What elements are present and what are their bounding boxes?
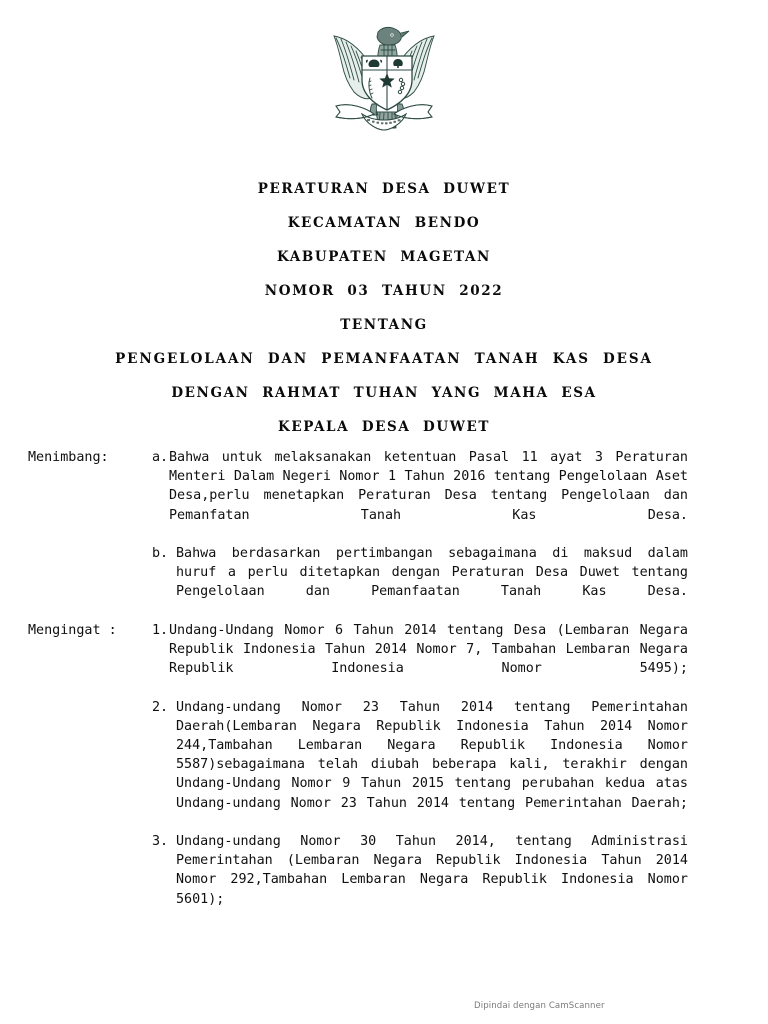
list-item (152, 621, 688, 698)
clause-mengingat (28, 621, 688, 928)
list-item (152, 698, 688, 832)
item-marker: 3. (152, 834, 169, 850)
item-marker: 1. (152, 622, 169, 638)
heading-kepala-desa: KEPALA DESA DUWET (277, 419, 491, 435)
item-text: Undang-Undang Nomor 6 Tahun 2014 tentang Desa (Lembaran Negara Republik Indonesia Tahun 2014 Nomor 7, Tambahan Lembaran Negara Republik Indonesia Nomor 5495); (169, 622, 688, 677)
list-item (152, 448, 688, 544)
item-marker: a. (152, 450, 169, 465)
item-marker: b. (152, 546, 169, 562)
item-text: Undang-undang Nomor 30 Tahun 2014, tentang Administrasi Pemerintahan (Lembaran Negara Republik Indonesia Tahun 2014 Nomor 292,Tambahan Lembaran Negara Republik Indonesia Nomor 5601); (176, 834, 688, 907)
item-marker: 2. (152, 699, 169, 715)
heading-peraturan-desa: PERATURAN DESA DUWET (257, 181, 511, 197)
list-item (152, 544, 688, 621)
document-title-block (0, 172, 768, 444)
document-body (28, 448, 688, 928)
item-text: Bahwa untuk melaksanakan ketentuan Pasal 11 ayat 3 Peraturan Menteri Dalam Negeri Nomor 1 Tahun 2016 tentang Pengelolaan Aset Desa,perlu menetapkan Peraturan Desa tentang Pengelolaan dan Pemanfatan Tanah Kas Desa. (169, 450, 688, 523)
list-item (152, 832, 688, 928)
clause-items-mengingat (152, 621, 688, 928)
clause-menimbang (28, 448, 688, 621)
clause-label-menimbang: Menimbang: (28, 450, 109, 465)
emblem-container (0, 18, 768, 134)
heading-tentang: TENTANG (340, 317, 428, 333)
item-text: Undang-undang Nomor 23 Tahun 2014 tentang Pemerintahan Daerah(Lembaran Negara Republik Indonesia Tahun 2014 Nomor 244,Tambahan Lembaran Negara Republik Indonesia Nomor 5587)sebagaimana telah diubah beberapa kali, terakhir dengan Undang-Undang Nomor 9 Tahun 2015 tentang perubahan kedua atas Undang-undang Nomor 23 Tahun 2014 tentang Pemerintahan Daerah; (176, 699, 688, 811)
clause-items-menimbang (152, 448, 688, 621)
heading-kecamatan: KECAMATAN BENDO (287, 215, 481, 231)
heading-invocation: DENGAN RAHMAT TUHAN YANG MAHA ESA (171, 385, 597, 401)
garuda-pancasila-emblem (322, 18, 446, 134)
heading-subject: PENGELOLAAN DAN PEMANFAATAN TANAH KAS DESA (115, 351, 653, 367)
heading-nomor-tahun: NOMOR 03 TAHUN 2022 (264, 283, 504, 299)
heading-kabupaten: KABUPATEN MAGETAN (277, 249, 491, 265)
clause-label-mengingat: Mengingat : (28, 622, 117, 638)
item-text: Bahwa berdasarkan pertimbangan sebagaimana di maksud dalam huruf a perlu ditetapkan dengan Peraturan Desa Duwet tentang Pengelolaan dan Pemanfaatan Tanah Kas Desa. (176, 546, 688, 600)
camscanner-watermark: Dipindai dengan CamScanner (474, 1001, 605, 1011)
